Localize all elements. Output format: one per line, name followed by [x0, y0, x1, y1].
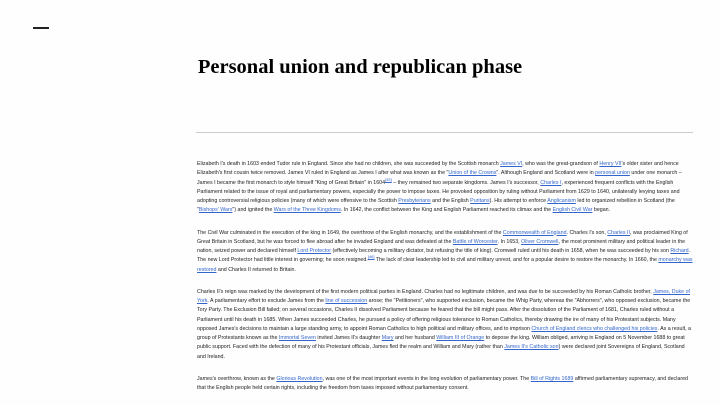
article-text: led to organized rebellion in Scotland (the " [197, 198, 675, 214]
article-text: and her husband [393, 335, 437, 341]
article-paragraph [197, 229, 694, 275]
article-text: 's older sister and hence Elizabeth's first cousin twice removed. James VI ruled in England as James I after what was known as the " [197, 161, 679, 177]
article-paragraph [197, 288, 694, 362]
article-text: . As a result, a group of Protestants known as the [197, 325, 692, 341]
article-link[interactable]: line of succession [325, 298, 368, 304]
article-text: . A parliamentary effort to exclude James from the [207, 298, 326, 304]
article-text: . In 1653, [497, 238, 522, 245]
article-link[interactable]: Richard [670, 248, 689, 254]
article-text: affirmed parliamentary supremacy, and declared that the English people held certain rights, including the freedom from taxes imposed without parliamentary consent. [197, 375, 688, 391]
article-link[interactable]: Lord Protector [297, 248, 331, 254]
article-link[interactable]: Charles I [540, 179, 562, 186]
article-text: – they remained two separate kingdoms. James I's successor, [391, 179, 541, 186]
article-link[interactable]: James, Duke of York [197, 288, 691, 304]
article-link[interactable]: Presbyterians [398, 198, 431, 204]
article-text: under one monarch – James I became the first monarch to style himself "King of Great Britain" in 1604 [197, 170, 682, 186]
article-link[interactable]: Union of the Crowns [448, 170, 497, 177]
article-link[interactable]: Henry VII [599, 161, 622, 167]
article-link[interactable]: James II's Catholic son [504, 344, 559, 351]
article-paragraph [197, 375, 694, 394]
article-link[interactable]: Oliver Cromwell [521, 238, 559, 245]
article-text: (effectively becoming a military dictator, but refusing the title of king). Cromwell ruled until his death in 1658, when he was succeeded by his son [330, 248, 671, 254]
article-link[interactable]: Charles II [607, 229, 630, 236]
article-text: ) were declared joint Sovereigns of England, Scotland and Ireland. [197, 344, 685, 360]
article-link[interactable]: Anglicanism [547, 198, 576, 204]
article-text: , was proclaimed King of Great Britain in Scotland, but he was forced to flee abroad after he invaded England and was defeated at the [197, 229, 688, 245]
article-link[interactable]: Immortal Seven [278, 335, 316, 341]
article-text: . In 1642, the conflict between the King and English Parliament reached its climax and the [340, 207, 553, 214]
citation-link[interactable]: [45] [385, 176, 392, 182]
citation-link[interactable]: [46] [367, 254, 375, 260]
section-heading: Personal union and republican phase [197, 56, 523, 78]
article-text: Elizabeth I's death in 1603 ended Tudor rule in England. Since she had no children, she was succeeded by the Scottish monarch [197, 161, 501, 167]
article-text: to depose the king. William obliged, arriving in England on 5 November 1688 to great public support. Faced with the defection of many of his Protestant officials, James fled the realm and William and Mary (rather than [197, 335, 685, 351]
heading-divider [196, 132, 693, 133]
article-paragraph [197, 160, 694, 216]
article-link[interactable]: Puritans [470, 198, 490, 204]
article-text: James's overthrow, known as the [197, 375, 277, 382]
hamburger-menu-icon[interactable] [33, 27, 49, 29]
article-link[interactable]: Mary [381, 335, 394, 341]
article-text: arose; the "Petitioners", who supported exclusion, became the Whig Party, whereas the "Abhorrers", who opposed exclusion, became the Tory Party. The Exclusion Bill failed; on several occasions, Charles II dissolved Parliament because he feared that the bill might pass. After the dissolution of the Parliament of 1681, Charles ruled without a Parliament until his death in 1685. When James succeeded Charles, he pursued a policy of offering religious tolerance to Roman Catholics, thereby drawing the ire of many of his Protestant subjects. Many opposed James's decisions to maintain a large standing army, to appoint Roman Catholics to high political and military offices, and to imprison [197, 298, 691, 332]
article-text: ") and ignited the [232, 207, 274, 214]
article-text: and Charles II returned to Britain. [216, 266, 296, 273]
article-text: , who was the great-grandson of [522, 161, 600, 167]
article-link[interactable]: Commonwealth of England [502, 229, 567, 236]
article-text: and the English [430, 198, 471, 204]
article-link[interactable]: William III of Orange [436, 335, 485, 341]
article-text: The Civil War culminated in the execution of the king in 1649, the overthrow of the English monarchy, and the establishment of the [197, 229, 503, 236]
article-link[interactable]: personal union [595, 170, 630, 177]
article-link[interactable]: Church of England clerics who challenged his policies [531, 325, 658, 332]
article-link[interactable]: James VI [500, 161, 523, 167]
article-text: , was one of the most important events in the long evolution of parliamentary power. The [322, 375, 531, 382]
article-link[interactable]: Wars of the Three Kingdoms [273, 207, 341, 214]
article-text: . Charles I's son, [566, 229, 608, 236]
article-link[interactable]: English Civil War [552, 207, 593, 214]
article-text: ". Although England and Scotland were in [496, 170, 596, 177]
article-text: The lack of clear leadership led to civil and military unrest, and for a popular desire to restore the monarchy. In 1660, the [374, 257, 659, 264]
article-text: . The new Lord Protector had little interest in governing; he soon resigned. [197, 248, 691, 264]
article-text: , the most prominent military and political leader in the nation, seized power and declared himself [197, 238, 686, 254]
article-link[interactable]: monarchy was restored [197, 257, 693, 273]
article-link[interactable]: Bishops' Wars [198, 207, 233, 214]
article-text: Charles II's reign was marked by the development of the first modern political parties in England. Charles had no legitimate children, and was due to be succeeded by his Roman Catholic brother, [197, 288, 654, 295]
article-text: , experienced frequent conflicts with the English Parliament related to the issue of royal and parliamentary powers, especially the power to impose taxes. He provoked opposition by ruling without Parliament from 1629 to 1640, unilaterally levying taxes and adopting controversial religious policies (many of which were offensive to the Scottish [197, 179, 680, 204]
article-link[interactable]: Bill of Rights 1689 [530, 375, 574, 382]
article-body [197, 160, 694, 393]
article-link[interactable]: Glorious Revolution [276, 375, 323, 382]
article-text: invited James II's daughter [315, 335, 382, 341]
article-text: ). His attempt to enforce [489, 198, 548, 204]
article-text: began. [592, 207, 611, 214]
article-link[interactable]: Battle of Worcester [452, 238, 498, 245]
